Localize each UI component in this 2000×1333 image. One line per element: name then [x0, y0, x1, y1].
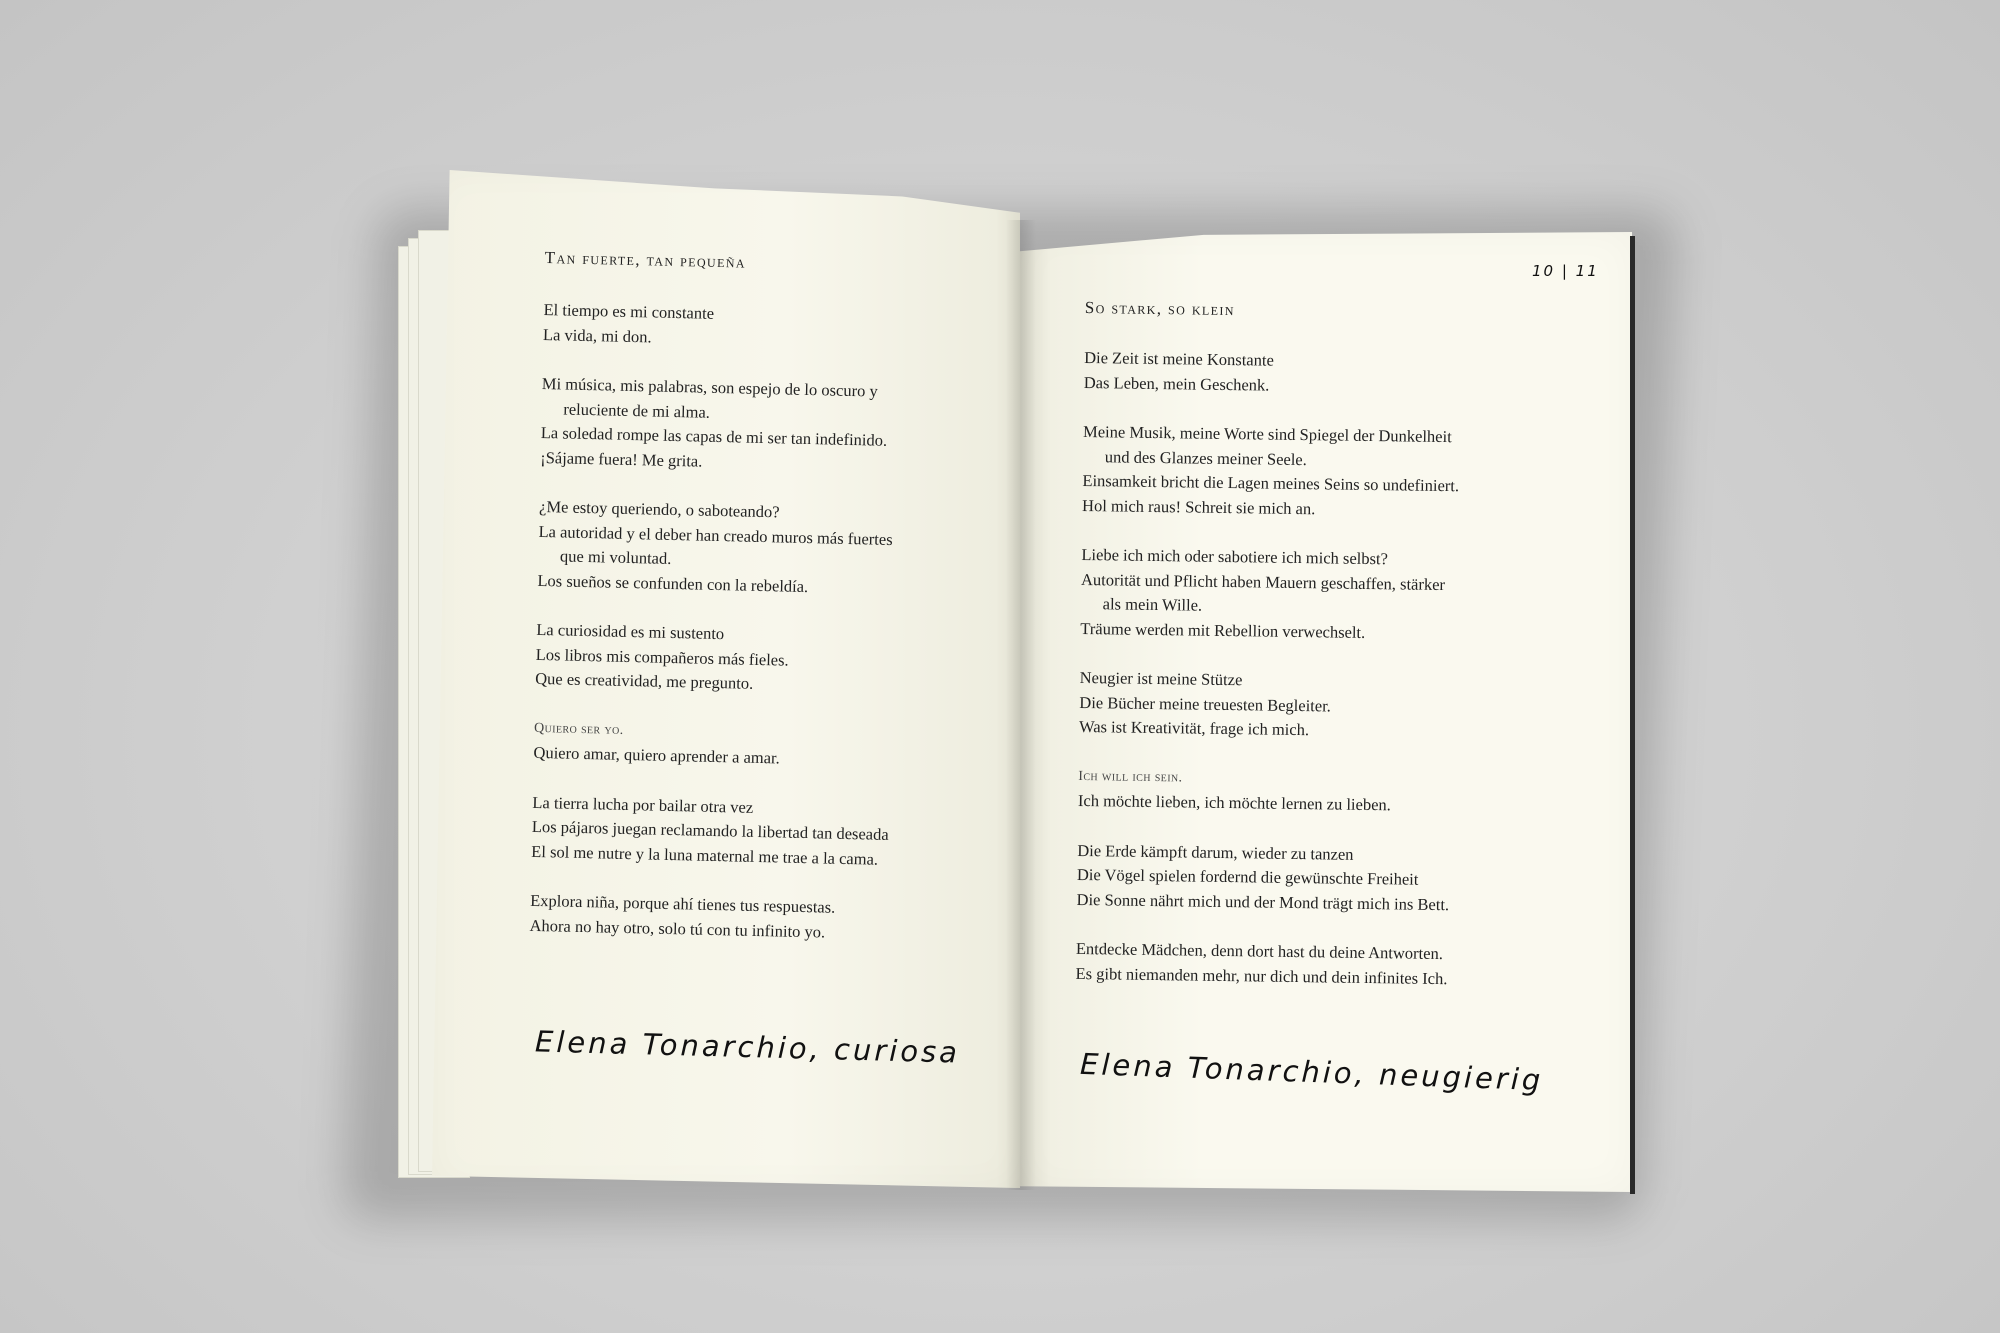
- poem-line: Mi música, mis palabras, son espejo de lo oscuro y: [541, 373, 878, 401]
- poem-stanza: [533, 716, 954, 775]
- poem-stanza: [537, 495, 959, 603]
- handwritten-signature: Elena Tonarchio, neugierig: [1079, 1046, 1544, 1098]
- poem-line: als mein Wille.: [1102, 594, 1203, 615]
- poem-line: La vida, mi don.: [542, 324, 652, 346]
- poem-line: La soledad rompe las capas de mi ser tan indefinido.: [540, 422, 888, 450]
- poem-stanza: [1080, 543, 1541, 647]
- poem-title: Tan fuerte, tan pequeña: [544, 248, 747, 272]
- poem-line: El sol me nutre y la luna maternal me trae a la cama.: [531, 841, 879, 869]
- poem-line: Autorität und Pflicht haben Mauern geschaffen, stärker: [1080, 569, 1446, 594]
- poem-line: ¿Me estoy queriendo, o saboteando?: [538, 496, 780, 522]
- poem-stanza: [1084, 346, 1545, 401]
- left-poem: [529, 248, 965, 972]
- poem-line: Ich will ich sein.: [1078, 768, 1183, 785]
- poem-stanza: [531, 790, 953, 873]
- poem-line: und des Glanzes meiner Seele.: [1104, 446, 1307, 469]
- poem-line: Que es creatividad, me pregunto.: [535, 668, 754, 693]
- poem-line: La autoridad y el deber han creado muros más fuertes: [538, 521, 893, 549]
- poem-line: Quiero ser yo.: [533, 720, 624, 738]
- poem-line: La tierra lucha por bailar otra vez: [532, 792, 754, 817]
- poem-line: Ahora no hay otro, solo tú con tu infinito yo.: [529, 915, 826, 942]
- poem-stanza: [535, 618, 957, 701]
- handwritten-signature: Elena Tonarchio, curiosa: [534, 1024, 961, 1070]
- poem-line: Los libros mis compañeros más fieles.: [535, 644, 789, 670]
- poem-line: Was ist Kreativität, frage ich mich.: [1078, 716, 1310, 740]
- poem-stanza: [1076, 838, 1537, 918]
- poem-line: Die Sonne nährt mich und der Mond trägt mich ins Bett.: [1076, 889, 1450, 914]
- poem-line: ¡Sájame fuera! Me grita.: [540, 447, 703, 471]
- poem-line: Einsamkeit bricht die Lagen meines Seins so undefiniert.: [1082, 470, 1460, 496]
- poem-line: Los sueños se confunden con la rebeldía.: [537, 570, 809, 596]
- poem-line: que mi voluntad.: [559, 546, 672, 568]
- book-spine: [1006, 220, 1036, 1190]
- poem-line: Liebe ich mich oder sabotiere ich mich selbst?: [1081, 544, 1389, 569]
- poem-line: Die Zeit ist meine Konstante: [1084, 347, 1274, 370]
- poem-line: reluciente de mi alma.: [563, 398, 711, 422]
- poem-line: Explora niña, porque ahí tienes tus respuestas.: [529, 890, 836, 917]
- poem-line: Die Erde kämpft darum, wieder zu tanzen: [1077, 840, 1354, 864]
- poem-stanza: [540, 372, 962, 480]
- poem-line: Quiero amar, quiero aprender a amar.: [533, 742, 780, 768]
- poem-line: Träume werden mit Rebellion verwechselt.: [1080, 618, 1366, 642]
- poem-line: Neugier ist meine Stütze: [1079, 667, 1243, 690]
- poem-line: Los pájaros juegan reclamando la libertad tan deseada: [531, 816, 889, 844]
- poem-line: Hol mich raus! Schreit sie mich an.: [1081, 495, 1316, 518]
- poem-line: Das Leben, mein Geschenk.: [1083, 372, 1270, 395]
- page-number: 10 | 11: [1532, 262, 1599, 280]
- poem-line: Entdecke Mädchen, denn dort hast du deine Antworten.: [1075, 938, 1444, 964]
- poem-title: So stark, so klein: [1084, 298, 1236, 320]
- poem-stanza: [1075, 937, 1536, 992]
- book-cover-edge: [1630, 236, 1635, 1194]
- poem-line: El tiempo es mi constante: [543, 299, 715, 323]
- poem-line: La curiosidad es mi sustento: [536, 619, 725, 644]
- poem-stanza: [1082, 420, 1543, 524]
- poem-line: Es gibt niemanden mehr, nur dich und dein infinites Ich.: [1075, 963, 1448, 988]
- poem-line: Die Vögel spielen fordernd die gewünschte Freiheit: [1076, 864, 1419, 889]
- poem-line: Ich möchte lieben, ich möchte lernen zu lieben.: [1077, 790, 1392, 815]
- poem-line: Die Bücher meine treuesten Begleiter.: [1079, 692, 1331, 715]
- poem-stanza: [529, 889, 950, 948]
- poem-stanza: [543, 298, 964, 357]
- poem-line: Meine Musik, meine Worte sind Spiegel der Dunkelheit: [1083, 421, 1452, 447]
- poem-stanza: [1078, 764, 1539, 819]
- poem-stanza: [1079, 666, 1540, 746]
- right-poem: [1075, 298, 1545, 1017]
